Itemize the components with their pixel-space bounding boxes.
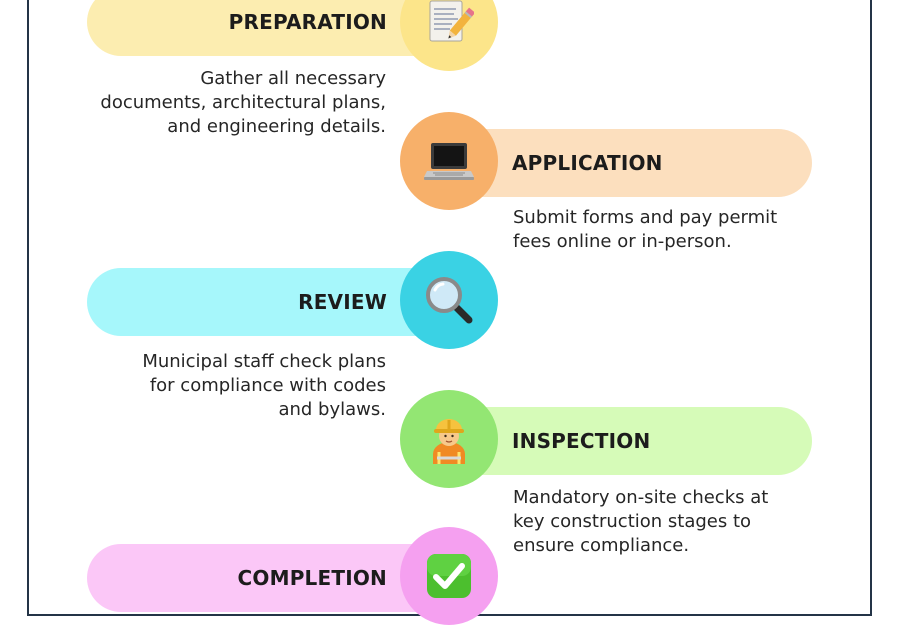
inspection-desc-line: ensure compliance. [513, 535, 690, 556]
review-desc-line: for compliance with codes [149, 375, 386, 396]
inspection-desc-line: key construction stages to [513, 511, 752, 532]
completion-title: COMPLETION [237, 566, 387, 590]
preparation-title: PREPARATION [228, 10, 387, 34]
review-title: REVIEW [298, 290, 387, 314]
inspection-icon-circle [400, 390, 498, 488]
application-description [513, 206, 777, 254]
preparation-description [100, 67, 386, 139]
inspection-banner [450, 407, 812, 475]
preparation-banner [87, 0, 417, 56]
construction-worker-icon [427, 414, 471, 464]
application-title: APPLICATION [512, 151, 663, 175]
completion-banner [87, 544, 417, 612]
application-desc-line: Submit forms and pay permit [513, 207, 778, 228]
application-desc-line: fees online or in-person. [513, 231, 732, 252]
review-icon-circle [400, 251, 498, 349]
review-desc-line: Municipal staff check plans [142, 351, 386, 372]
review-banner [87, 268, 417, 336]
preparation-desc-line: and engineering details. [167, 116, 386, 137]
review-desc-line: and bylaws. [278, 399, 386, 420]
preparation-desc-line: documents, architectural plans, [100, 92, 386, 113]
completion-icon-circle [400, 527, 498, 625]
application-icon-circle [400, 112, 498, 210]
memo-pencil-icon [424, 0, 474, 47]
review-description [142, 350, 386, 422]
inspection-title: INSPECTION [512, 429, 651, 453]
inspection-description [513, 486, 768, 558]
preparation-desc-line: Gather all necessary [200, 68, 386, 89]
inspection-desc-line: Mandatory on-site checks at [513, 487, 769, 508]
laptop-icon [423, 139, 475, 183]
magnifying-glass-icon [423, 274, 475, 326]
application-banner [450, 129, 812, 197]
check-mark-button-icon [425, 552, 473, 600]
